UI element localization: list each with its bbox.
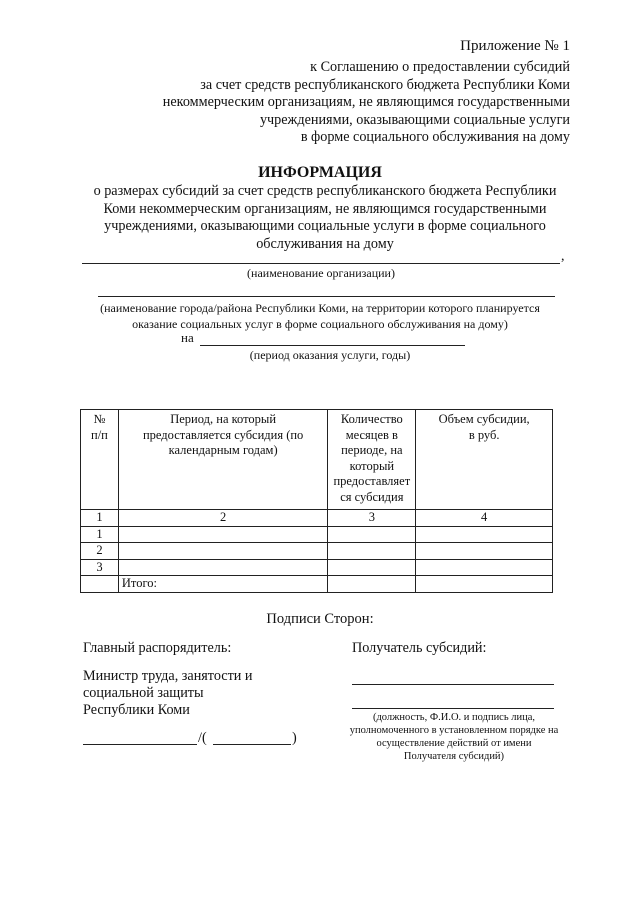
subsidy-table bbox=[80, 409, 553, 593]
organization-caption: (наименование организации) bbox=[247, 266, 395, 280]
agreement-line: учреждениями, оказывающими социальные услуги bbox=[259, 111, 570, 128]
header-months: Количество месяцев в периоде, на который предоставляет ся субсидия bbox=[328, 410, 416, 510]
total-row bbox=[81, 576, 553, 593]
column-number: 3 bbox=[328, 510, 416, 527]
left-signature-separator: /( bbox=[198, 730, 207, 746]
position-line: социальной защиты bbox=[83, 685, 204, 701]
amount-cell[interactable] bbox=[416, 543, 553, 560]
left-signature-close: ) bbox=[292, 730, 297, 746]
amount-cell[interactable] bbox=[416, 559, 553, 576]
appendix-label: Приложение № 1 bbox=[460, 38, 570, 54]
total-amount-cell[interactable] bbox=[416, 576, 553, 593]
total-months-cell[interactable] bbox=[328, 576, 416, 593]
left-name-field[interactable] bbox=[213, 744, 291, 745]
column-number-row bbox=[81, 510, 553, 527]
row-number: 1 bbox=[81, 526, 119, 543]
months-cell[interactable] bbox=[328, 543, 416, 560]
organization-comma: , bbox=[561, 249, 565, 264]
right-party-note bbox=[345, 711, 563, 763]
agreement-line: к Соглашению о предоставлении субсидий bbox=[310, 59, 570, 75]
position-line: Республики Коми bbox=[83, 702, 190, 718]
agreement-line: некоммерческим организациям, не являющимся государственными bbox=[162, 94, 570, 110]
header-period: Период, на который предоставляется субсидия (по календарным годам) bbox=[118, 410, 327, 510]
signatures-title: Подписи Сторон: bbox=[266, 611, 374, 627]
right-signature-field-1[interactable] bbox=[352, 684, 554, 685]
period-field[interactable] bbox=[200, 345, 465, 346]
header-number: № п/п bbox=[81, 410, 119, 510]
note-line: Получателя субсидий) bbox=[403, 751, 505, 762]
column-number: 1 bbox=[81, 510, 119, 527]
document-subtitle bbox=[70, 183, 580, 253]
position-line: Министр труда, занятости и bbox=[83, 668, 253, 684]
period-cell[interactable] bbox=[118, 526, 327, 543]
table-header-row bbox=[81, 410, 553, 510]
period-cell[interactable] bbox=[118, 559, 327, 576]
header-amount: Объем субсидии, в руб. bbox=[416, 410, 553, 510]
agreement-line: в форме социального обслуживания на дому bbox=[300, 129, 570, 145]
subtitle-line: о размерах субсидий за счет средств республиканского бюджета Республики bbox=[93, 183, 557, 199]
row-number: 2 bbox=[81, 543, 119, 560]
agreement-reference bbox=[130, 59, 570, 147]
right-signature-field-2[interactable] bbox=[352, 708, 554, 709]
subtitle-line: учреждениями, оказывающими социальные услуги в форме социального bbox=[104, 218, 546, 234]
document-title: ИНФОРМАЦИЯ bbox=[258, 164, 382, 181]
table-row bbox=[81, 543, 553, 560]
city-caption bbox=[60, 300, 580, 332]
table-row bbox=[81, 526, 553, 543]
left-party-role: Главный распорядитель: bbox=[83, 640, 232, 656]
subtitle-line: Коми некоммерческим организациям, не являющимся государственными bbox=[103, 200, 547, 217]
months-cell[interactable] bbox=[328, 559, 416, 576]
agreement-line: за счет средств республиканского бюджета Республики Коми bbox=[200, 76, 570, 93]
left-party-position bbox=[83, 668, 253, 719]
note-line: уполномоченного в установленном порядке на bbox=[349, 725, 559, 736]
left-signature-field[interactable] bbox=[83, 744, 197, 745]
table-row bbox=[81, 559, 553, 576]
column-number: 4 bbox=[416, 510, 553, 527]
period-prefix: на bbox=[181, 330, 194, 345]
note-line: осуществление действий от имени bbox=[376, 738, 532, 749]
period-caption: (период оказания услуги, годы) bbox=[249, 348, 411, 362]
period-cell[interactable] bbox=[118, 543, 327, 560]
total-label: Итого: bbox=[118, 576, 327, 593]
amount-cell[interactable] bbox=[416, 526, 553, 543]
column-number: 2 bbox=[118, 510, 327, 527]
right-party-role: Получатель субсидий: bbox=[352, 640, 487, 656]
total-number-cell bbox=[81, 576, 119, 593]
city-caption-line: оказание социальных услуг в форме социального обслуживания на дому) bbox=[132, 317, 508, 331]
city-district-field[interactable] bbox=[98, 296, 555, 297]
note-line: (должность, Ф.И.О. и подпись лица, bbox=[372, 712, 536, 723]
subtitle-line: обслуживания на дому bbox=[256, 235, 394, 252]
months-cell[interactable] bbox=[328, 526, 416, 543]
row-number: 3 bbox=[81, 559, 119, 576]
organization-name-field[interactable] bbox=[82, 263, 560, 264]
city-caption-line: (наименование города/района Республики Коми, на территории которого планируется bbox=[100, 301, 540, 315]
